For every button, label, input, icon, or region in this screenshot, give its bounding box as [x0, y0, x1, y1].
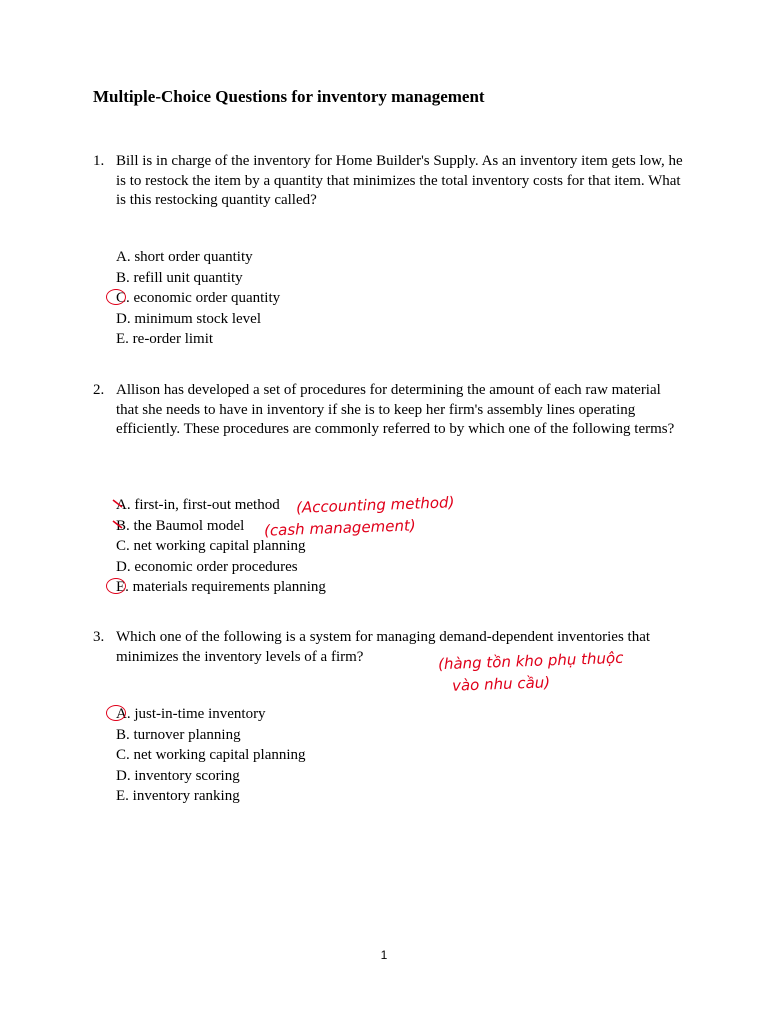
option-text: C. economic order quantity: [116, 290, 281, 307]
page-number: 1: [380, 948, 388, 962]
question-text: Which one of the following is a system for managing demand-dependent inventories that minimizes the inventory levels of a firm?: [116, 629, 651, 665]
option: A. short order quantity: [116, 249, 253, 265]
handwritten-note-demand-1: (hàng tồn kho phụ thuộc: [437, 648, 624, 674]
question-1-options: [116, 247, 280, 350]
option: C. net working capital planning: [116, 538, 306, 555]
handwritten-note-cash: (cash management): [263, 516, 416, 540]
handwritten-note-demand-2: vào nhu cầu): [451, 673, 551, 695]
question-text: Bill is in charge of the inventory for Home Builder's Supply. As an inventory item gets low, he is to restock the item by a quantity that minimizes the total inventory costs for that item. What is this restocking quantity called?: [116, 153, 683, 208]
option: D. minimum stock level: [116, 310, 261, 327]
option-crossed: [116, 495, 326, 516]
question-2: [93, 381, 683, 440]
question-number: 2.: [93, 382, 105, 398]
option-text: A. just-in-time inventory: [116, 706, 266, 722]
option: D. inventory scoring: [116, 767, 240, 784]
question-2-options: [116, 495, 326, 598]
handwritten-note-accounting: (Accounting method): [295, 493, 455, 517]
option-selected: [116, 288, 280, 309]
page-title: Multiple-Choice Questions for inventory management: [93, 87, 485, 106]
question-3-options: [116, 704, 306, 807]
option: E. re-order limit: [116, 331, 214, 348]
option-text: A. first-in, first-out method: [116, 497, 280, 513]
cross-out-mark: [112, 517, 126, 531]
option: B. turnover planning: [116, 726, 241, 743]
cross-out-mark: [112, 496, 126, 510]
option: D. economic order procedures: [116, 558, 298, 575]
option: E. inventory ranking: [116, 788, 240, 805]
option-text: B. the Baumol model: [116, 517, 245, 534]
option-selected: [116, 704, 306, 725]
question-1: [93, 152, 683, 211]
question-number: 1.: [93, 153, 105, 169]
question-number: 3.: [93, 629, 105, 645]
question-text: Allison has developed a set of procedures for determining the amount of each raw material that she needs to have in inventory if she is to keep her firm's assembly lines operating efficiently. These procedures are commonly referred to by which one of the following terms?: [116, 382, 675, 437]
option: B. refill unit quantity: [116, 269, 243, 286]
option: C. net working capital planning: [116, 747, 306, 764]
option-selected: [116, 577, 326, 598]
answer-circle-mark: [106, 705, 126, 721]
option-text: E. materials requirements planning: [116, 579, 326, 596]
